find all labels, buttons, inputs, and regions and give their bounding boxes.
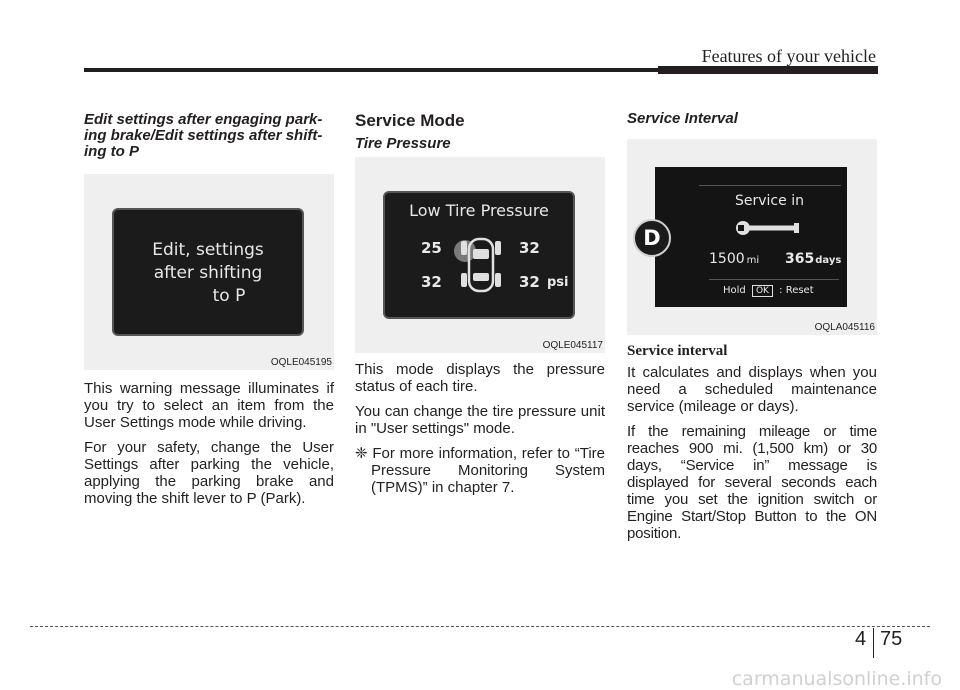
car-top-view-icon [451, 231, 511, 297]
pressure-unit: psi [547, 275, 569, 290]
service-mileage [709, 251, 759, 267]
display-line: after shifting [153, 263, 263, 283]
footer-rule [30, 626, 930, 627]
edit-settings-figure [84, 174, 334, 370]
tire-pressure-figure [355, 157, 605, 353]
days-value: 365 [785, 251, 815, 267]
paragraph: If the remaining mileage or time reaches 900 mi. (1,500 km) or 30 days, “Service in” message is displayed for several seconds each time you set the ignition switch or Engine Start/Stop Button to the ON position. [627, 423, 877, 542]
front-right-pressure: 32 [519, 239, 540, 257]
tpms-note: ❈ For more information, refer to “Tire Pressure Monitoring System (TPMS)” in chapter 7. [355, 445, 605, 496]
figure-caption: OQLA045116 [814, 322, 875, 333]
service-in-title: Service in [735, 193, 804, 209]
header-title: Features of your vehicle [701, 46, 876, 66]
service-days [785, 251, 841, 267]
paragraph: You can change the tire pressure unit in "User settings" mode. [355, 403, 605, 437]
page-number-divider [873, 628, 874, 658]
service-interval-figure [627, 139, 877, 335]
days-unit: days [815, 255, 842, 266]
edit-settings-body [84, 380, 334, 515]
front-left-pressure: 25 [421, 239, 442, 257]
edit-settings-heading [84, 112, 336, 160]
tpms-title: Low Tire Pressure [409, 201, 549, 220]
ok-key: OK [752, 285, 773, 297]
paragraph: This mode displays the pressure status of each tire. [355, 361, 605, 395]
figure-caption: OQLE045195 [270, 357, 332, 368]
rear-right-pressure: 32 [519, 273, 540, 291]
rear-left-pressure: 32 [421, 273, 442, 291]
display-line: to P [212, 286, 246, 306]
service-mode-title: Service Mode [355, 111, 465, 130]
heading-line: ing brake/Edit settings after shift- [84, 127, 323, 144]
mileage-unit: mi [746, 255, 760, 266]
reset-label: : Reset [779, 285, 814, 296]
chapter-number: 4 [855, 628, 867, 650]
tire-pressure-display [383, 191, 575, 319]
figure-caption: OQLE045117 [542, 340, 603, 351]
service-interval-section-title: Service interval [627, 343, 728, 359]
hold-label: Hold [723, 285, 746, 296]
service-interval-body [627, 364, 877, 550]
heading-line: Edit settings after engaging park- [84, 111, 323, 128]
tire-pressure-subtitle: Tire Pressure [355, 135, 451, 152]
paragraph: This warning message illuminates if you try to select an item from the User Settings mode while driving. [84, 380, 334, 431]
display-divider [709, 279, 839, 280]
tire-pressure-body [355, 361, 605, 504]
wrench-icon [735, 217, 801, 239]
hold-reset-hint [723, 285, 814, 297]
header-rule-accent [658, 66, 878, 74]
paragraph: It calculates and displays when you need a scheduled maintenance service (mileage or days). [627, 364, 877, 415]
display-line: Edit, settings [152, 240, 264, 260]
mileage-value: 1500 [709, 251, 745, 267]
display-divider [699, 185, 841, 186]
service-interval-subtitle: Service Interval [627, 110, 738, 127]
paragraph: For your safety, change the User Settings after parking the vehicle, applying the parking brake and moving the shift lever to P (Park). [84, 439, 334, 507]
gear-indicator: D [633, 219, 671, 257]
watermark: carmanualsonline.info [731, 668, 942, 690]
heading-line: ing to P [84, 143, 139, 160]
page-number: 75 [880, 628, 903, 650]
service-interval-display [643, 167, 847, 307]
edit-settings-display [112, 208, 304, 336]
